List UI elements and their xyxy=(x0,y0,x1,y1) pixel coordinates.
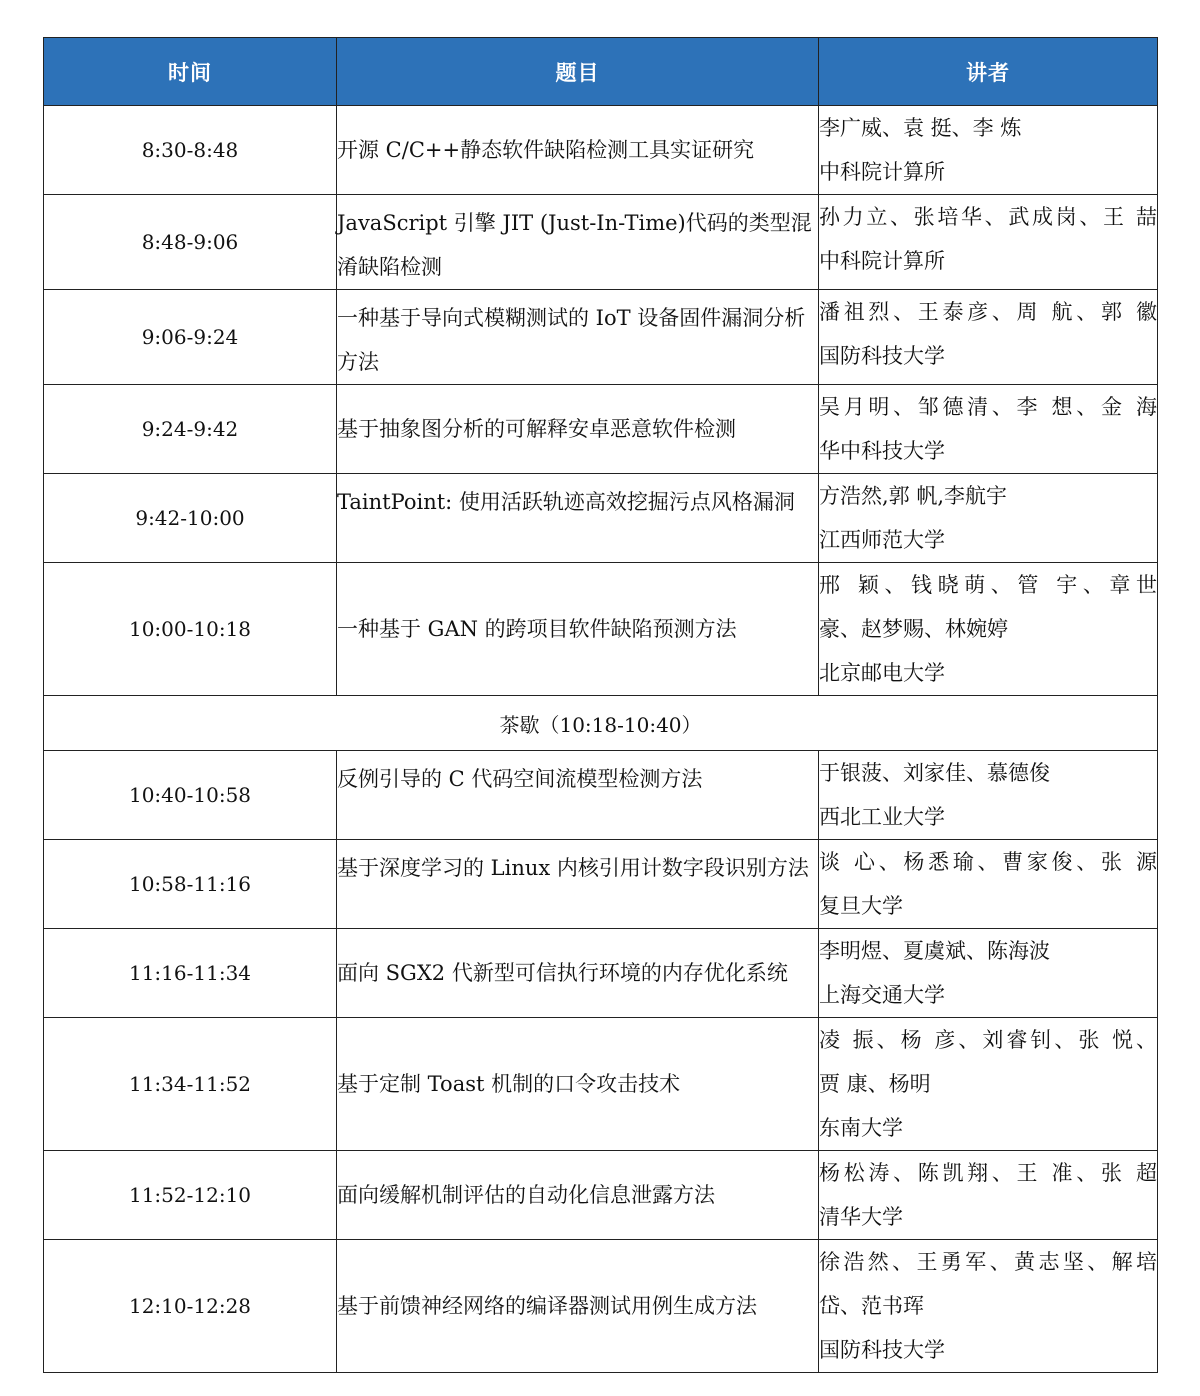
speaker-names: 李广威、袁 挺、李 炼 xyxy=(819,116,1022,140)
speaker-names: 李明煜、夏虞斌、陈海波 xyxy=(819,939,1050,963)
session-speaker xyxy=(819,840,1158,929)
session-time: 12:10-12:28 xyxy=(44,1240,337,1373)
speaker-names-cont: 贾 康、杨明 xyxy=(819,1072,931,1096)
session-row xyxy=(44,1240,1158,1373)
session-speaker xyxy=(819,751,1158,840)
session-time: 9:24-9:42 xyxy=(44,385,337,474)
speaker-names: 吴月明、邹德清、李 想、金 海 xyxy=(819,395,1157,419)
speaker-affiliation: 国防科技大学 xyxy=(819,344,945,368)
session-row xyxy=(44,1018,1158,1151)
session-title: JavaScript 引擎 JIT (Just-In-Time)代码的类型混淆缺陷检测 xyxy=(337,195,819,290)
speaker-names-cont: 岱、范书珲 xyxy=(819,1294,924,1318)
session-title: 开源 C/C++静态软件缺陷检测工具实证研究 xyxy=(337,106,819,195)
speaker-names: 方浩然,郭 帆,李航宇 xyxy=(819,484,1008,508)
session-row xyxy=(44,195,1158,290)
speaker-names: 潘祖烈、王泰彦、周 航、郭 徽 xyxy=(819,300,1157,324)
session-time: 8:48-9:06 xyxy=(44,195,337,290)
speaker-affiliation: 东南大学 xyxy=(819,1116,903,1140)
speaker-affiliation: 北京邮电大学 xyxy=(819,661,945,685)
speaker-affiliation: 国防科技大学 xyxy=(819,1338,945,1362)
session-speaker xyxy=(819,929,1158,1018)
session-title: 面向 SGX2 代新型可信执行环境的内存优化系统 xyxy=(337,929,819,1018)
speaker-names: 于银菠、刘家佳、慕德俊 xyxy=(819,761,1050,785)
header-title: 题目 xyxy=(337,38,819,106)
session-row xyxy=(44,929,1158,1018)
speaker-affiliation: 中科院计算所 xyxy=(819,160,945,184)
session-time: 11:52-12:10 xyxy=(44,1151,337,1240)
session-speaker xyxy=(819,290,1158,385)
session-title: 一种基于导向式模糊测试的 IoT 设备固件漏洞分析方法 xyxy=(337,290,819,385)
session-speaker xyxy=(819,195,1158,290)
session-row xyxy=(44,751,1158,840)
tea-break: 茶歇（10:18-10:40） xyxy=(44,696,1158,751)
session-speaker xyxy=(819,1151,1158,1240)
header-row xyxy=(44,38,1158,106)
session-title: 反例引导的 C 代码空间流模型检测方法 xyxy=(337,751,819,840)
session-row xyxy=(44,385,1158,474)
session-title: 面向缓解机制评估的自动化信息泄露方法 xyxy=(337,1151,819,1240)
session-title: 基于前馈神经网络的编译器测试用例生成方法 xyxy=(337,1240,819,1373)
session-time: 8:30-8:48 xyxy=(44,106,337,195)
speaker-affiliation: 华中科技大学 xyxy=(819,439,945,463)
speaker-affiliation: 江西师范大学 xyxy=(819,528,945,552)
session-title: 基于深度学习的 Linux 内核引用计数字段识别方法 xyxy=(337,840,819,929)
session-time: 11:34-11:52 xyxy=(44,1018,337,1151)
session-row xyxy=(44,1151,1158,1240)
session-time: 11:16-11:34 xyxy=(44,929,337,1018)
session-speaker xyxy=(819,1018,1158,1151)
session-speaker xyxy=(819,1240,1158,1373)
speaker-affiliation: 清华大学 xyxy=(819,1205,903,1229)
speaker-names: 凌 振、杨 彦、刘睿钊、张 悦、 xyxy=(819,1028,1157,1052)
speaker-names: 邢 颖、钱晓萌、管 宇、章世 xyxy=(819,573,1157,597)
session-row xyxy=(44,840,1158,929)
session-row xyxy=(44,290,1158,385)
session-time: 9:42-10:00 xyxy=(44,474,337,563)
session-title: TaintPoint: 使用活跃轨迹高效挖掘污点风格漏洞 xyxy=(337,474,819,563)
speaker-affiliation: 中科院计算所 xyxy=(819,249,945,273)
session-speaker xyxy=(819,474,1158,563)
session-row xyxy=(44,106,1158,195)
session-time: 10:58-11:16 xyxy=(44,840,337,929)
session-speaker xyxy=(819,563,1158,696)
schedule-table xyxy=(43,37,1158,1373)
session-speaker xyxy=(819,106,1158,195)
session-time: 10:00-10:18 xyxy=(44,563,337,696)
speaker-names: 徐浩然、王勇军、黄志坚、解培 xyxy=(819,1250,1157,1274)
header-time: 时间 xyxy=(44,38,337,106)
session-title: 基于定制 Toast 机制的口令攻击技术 xyxy=(337,1018,819,1151)
session-time: 10:40-10:58 xyxy=(44,751,337,840)
speaker-names: 杨松涛、陈凯翔、王 准、张 超 xyxy=(819,1161,1157,1185)
speaker-names: 谈 心、杨悉瑜、曹家俊、张 源 xyxy=(819,850,1157,874)
session-title: 一种基于 GAN 的跨项目软件缺陷预测方法 xyxy=(337,563,819,696)
tea-break-row xyxy=(44,696,1158,751)
session-speaker xyxy=(819,385,1158,474)
speaker-affiliation: 复旦大学 xyxy=(819,894,903,918)
session-time: 9:06-9:24 xyxy=(44,290,337,385)
session-row xyxy=(44,563,1158,696)
header-speaker: 讲者 xyxy=(819,38,1158,106)
speaker-affiliation: 西北工业大学 xyxy=(819,805,945,829)
speaker-names: 孙力立、张培华、武成岗、王 喆 xyxy=(819,205,1157,229)
speaker-names-cont: 豪、赵梦赐、林婉婷 xyxy=(819,617,1008,641)
session-row xyxy=(44,474,1158,563)
speaker-affiliation: 上海交通大学 xyxy=(819,983,945,1007)
session-title: 基于抽象图分析的可解释安卓恶意软件检测 xyxy=(337,385,819,474)
